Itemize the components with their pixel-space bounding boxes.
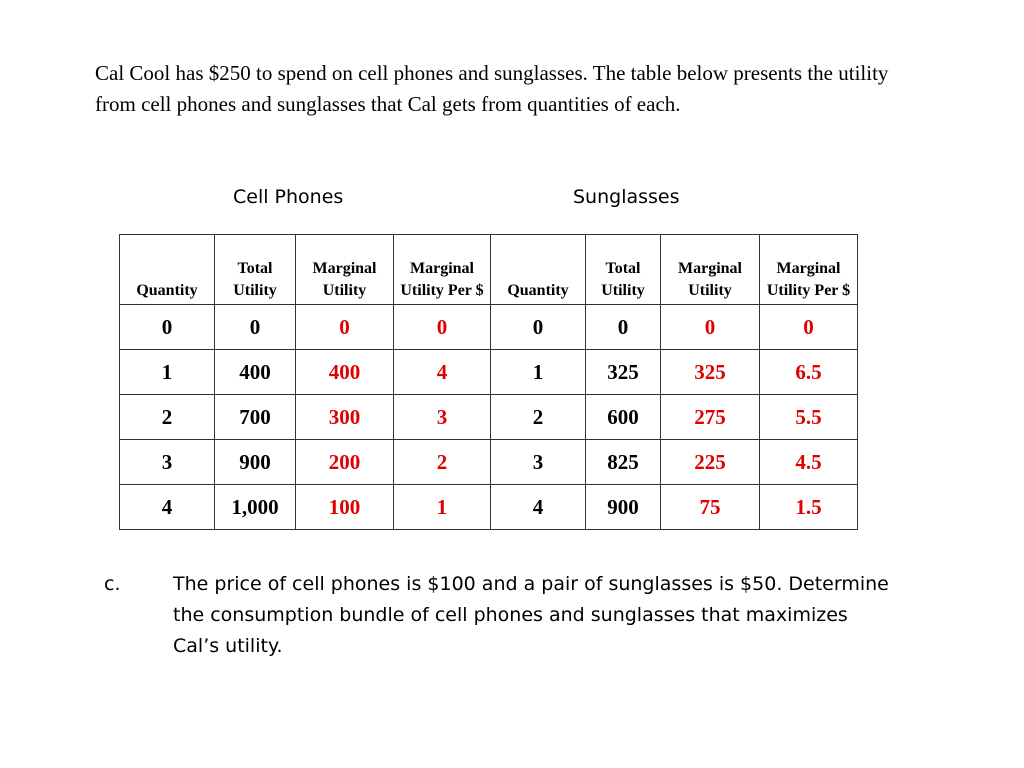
table-cell: 1,000 [215, 485, 296, 530]
question-letter: c. [104, 573, 121, 595]
table-row [120, 440, 858, 485]
header-cell: Total Utility [586, 235, 661, 305]
table-cell: 3 [120, 440, 215, 485]
table-cell: 300 [296, 395, 394, 440]
table-cell: 900 [586, 485, 661, 530]
table-cell: 2 [120, 395, 215, 440]
table-row [120, 395, 858, 440]
sunglasses-heading: Sunglasses [573, 186, 680, 208]
table-cell: 0 [586, 305, 661, 350]
table-cell: 3 [491, 440, 586, 485]
table-cell: 5.5 [760, 395, 858, 440]
table-cell: 4 [491, 485, 586, 530]
table-cell: 325 [586, 350, 661, 395]
table-cell: 1 [394, 485, 491, 530]
table-cell: 1 [491, 350, 586, 395]
header-cell: Marginal Utility Per $ [760, 235, 858, 305]
table-cell: 0 [394, 305, 491, 350]
table-cell: 75 [661, 485, 760, 530]
table-cell: 0 [296, 305, 394, 350]
table-cell: 0 [120, 305, 215, 350]
table-cell: 4 [120, 485, 215, 530]
table-row [120, 485, 858, 530]
header-cell: Marginal Utility Per $ [394, 235, 491, 305]
table-cell: 825 [586, 440, 661, 485]
table-row [120, 305, 858, 350]
question-text: The price of cell phones is $100 and a pair of sunglasses is $50. Determine the consumption bundle of cell phones and sunglasses that maximizes Cal’s utility. [173, 573, 889, 657]
table-cell: 6.5 [760, 350, 858, 395]
cell-phones-heading: Cell Phones [233, 186, 344, 208]
table-cell: 275 [661, 395, 760, 440]
header-cell: Total Utility [215, 235, 296, 305]
header-cell: Quantity [120, 235, 215, 305]
header-cell: Quantity [491, 235, 586, 305]
table-cell: 3 [394, 395, 491, 440]
header-cell: Marginal Utility [296, 235, 394, 305]
table-cell: 225 [661, 440, 760, 485]
table-cell: 4.5 [760, 440, 858, 485]
table-cell: 700 [215, 395, 296, 440]
table-cell: 900 [215, 440, 296, 485]
table-cell: 2 [491, 395, 586, 440]
table-cell: 400 [296, 350, 394, 395]
table-cell: 1 [120, 350, 215, 395]
table-cell: 100 [296, 485, 394, 530]
table-cell: 0 [760, 305, 858, 350]
table-cell: 325 [661, 350, 760, 395]
table-cell: 1.5 [760, 485, 858, 530]
table-cell: 600 [586, 395, 661, 440]
table-cell: 2 [394, 440, 491, 485]
table-cell: 0 [215, 305, 296, 350]
table-cell: 400 [215, 350, 296, 395]
table-cell: 200 [296, 440, 394, 485]
table-row [120, 350, 858, 395]
header-cell: Marginal Utility [661, 235, 760, 305]
table-header-row [120, 235, 858, 305]
intro-paragraph: Cal Cool has $250 to spend on cell phones and sunglasses. The table below presents the utility from cell phones and sunglasses that Cal gets from quantities of each. [95, 61, 889, 116]
table-cell: 0 [661, 305, 760, 350]
table-cell: 0 [491, 305, 586, 350]
table-cell: 4 [394, 350, 491, 395]
utility-table [119, 234, 858, 530]
